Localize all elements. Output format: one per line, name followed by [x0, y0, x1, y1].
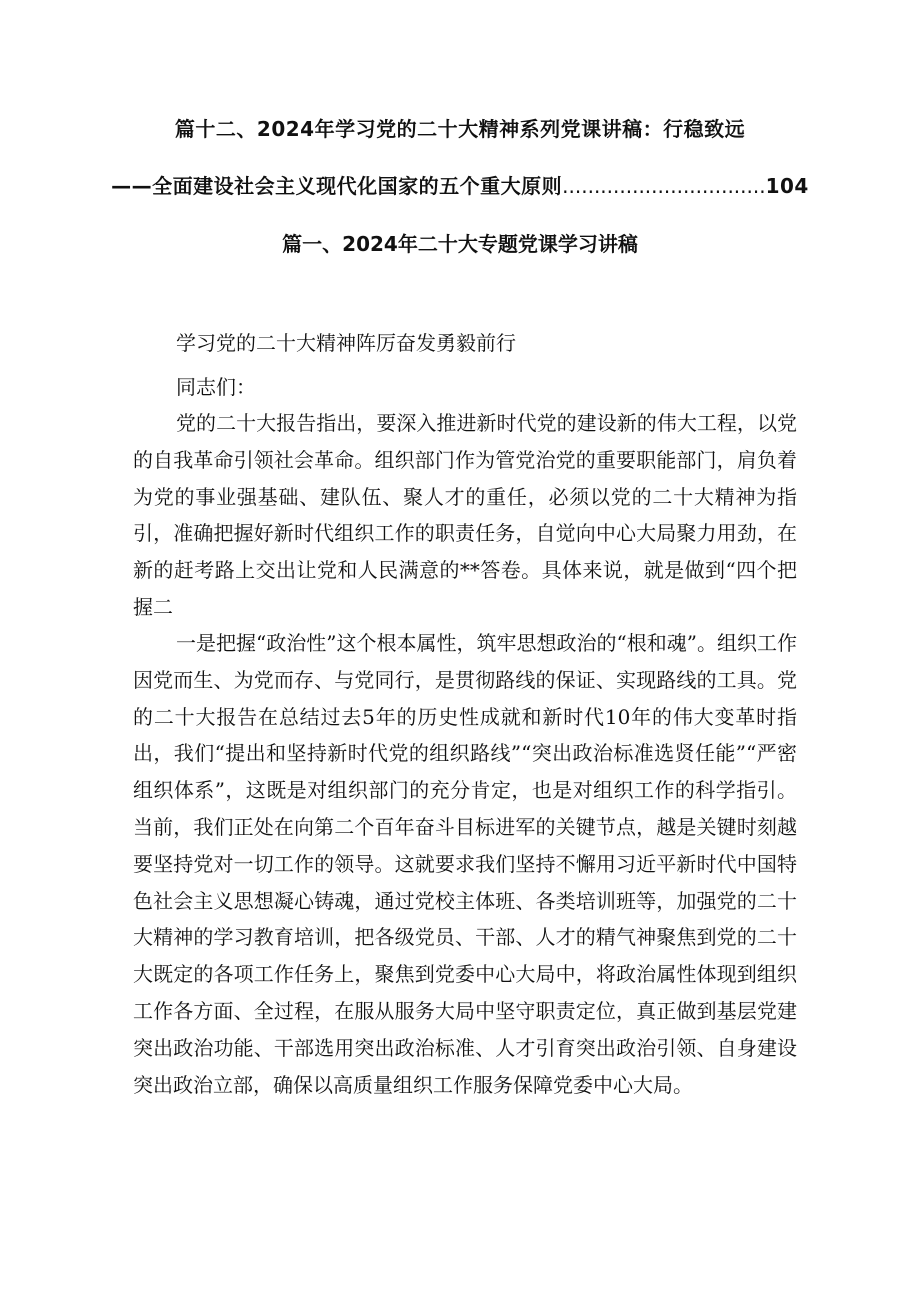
toc-entry-12-line1: 篇十二、2024年学习党的二十大精神系列党课讲稿：行稳致远 [174, 117, 746, 141]
toc-leader-dots: ................................ [562, 174, 766, 198]
toc-page-number: 104 [765, 174, 809, 198]
toc-entry-12-title[interactable] [60, 113, 860, 142]
toc-entry-12-line2: ——全面建设社会主义现代化国家的五个重大原则 [111, 174, 563, 198]
paragraph-text: 党的二十大报告指出，要深入推进新时代党的建设新的伟大工程，以党的自我革命引领社会革命。组织部门作为管党治党的重要职能部门，肩负着为党的事业强基础、建队伍、聚人才的重任，必须以党的二十大精神为指引，准确把握好新时代组织工作的职责任务，自觉向中心大局聚力用劲，在新的赶考路上交出让党和人民满意的**答卷。具体来说，就是做到“四个把握二 [133, 411, 797, 619]
greeting: 同志们： [176, 375, 256, 399]
section-heading: 篇一、2024年二十大专题党课学习讲稿 [282, 232, 638, 256]
speech-title: 学习党的二十大精神阵厉奋发勇毅前行 [176, 331, 516, 355]
toc-entry-12-subtitle[interactable] [60, 170, 860, 199]
body-paragraph-2 [133, 625, 797, 1103]
body-paragraph-1 [133, 405, 797, 626]
paragraph-text: 一是把握“政治性”这个根本属性，筑牢思想政治的“根和魂”。组织工作因党而生、为党而存、与党同行，是贯彻路线的保证、实现路线的工具。党的二十大报告在总结过去5年的历史性成就和新时代10年的伟大变革时指出，我们“提出和坚持新时代党的组织路线”“突出政治标准选贤任能”“严密组织体系”，这既是对组织部门的充分肯定，也是对组织工作的科学指引。当前，我们正处在向第二个百年奋斗目标进军的关键节点，越是关键时刻越要坚持党对一切工作的领导。这就要求我们坚持不懈用习近平新时代中国特色社会主义思想凝心铸魂，通过党校主体班、各类培训班等，加强党的二十大精神的学习教育培训，把各级党员、干部、人才的精气神聚焦到党的二十大既定的各项工作任务上，聚焦到党委中心大局中，将政治属性体现到组织工作各方面、全过程，在服从服务大局中坚守职责定位，真正做到基层党建突出政治功能、干部选用突出政治标准、人才引育突出政治引领、自身建设突出政治立部，确保以高质量组织工作服务保障党委中心大局。 [133, 631, 797, 1097]
